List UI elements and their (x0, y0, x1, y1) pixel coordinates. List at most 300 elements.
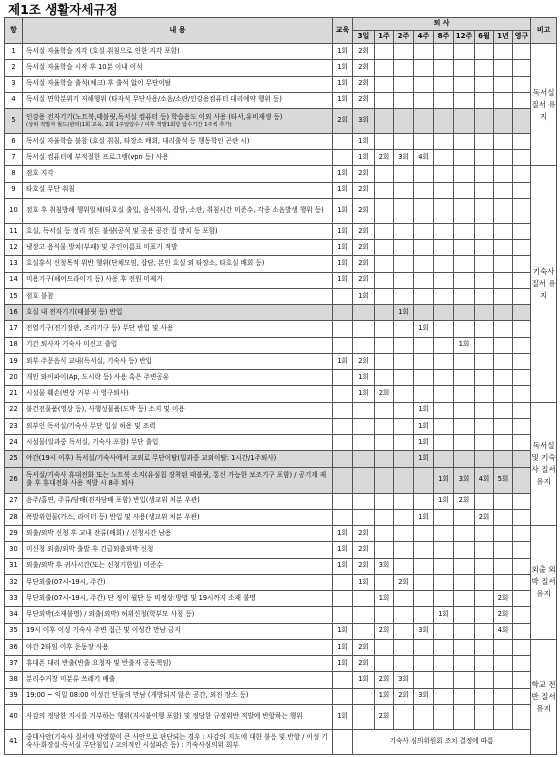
row-penalty-cell (513, 256, 531, 272)
row-warn-count: 1회 (333, 76, 353, 92)
row-penalty-cell (394, 451, 414, 467)
row-penalty-cell (513, 558, 531, 574)
row-warn-count: 1회 (333, 704, 353, 729)
row-warn-count: 1회 (333, 558, 353, 574)
row-penalty-cell (494, 240, 513, 256)
row-warn-count: 1회 (333, 44, 353, 60)
row-penalty-cell (353, 688, 375, 704)
row-penalty-cell (394, 607, 414, 623)
row-penalty-cell (454, 688, 475, 704)
row-penalty-cell (454, 418, 475, 434)
row-penalty-cell (394, 92, 414, 108)
row-penalty-cell: 2회 (454, 493, 475, 509)
row-warn-count: 1회 (333, 542, 353, 558)
row-penalty-cell (434, 639, 454, 655)
row-penalty-cell (475, 688, 494, 704)
row-description (23, 240, 333, 256)
row-penalty-cell (394, 60, 414, 76)
row-penalty-cell: 2회 (353, 76, 375, 92)
row-warn-count (333, 509, 353, 525)
row-description (23, 198, 333, 223)
row-penalty-cell (353, 451, 375, 467)
row-penalty-cell (454, 353, 475, 369)
row-penalty-cell (475, 272, 494, 288)
row-penalty-cell (513, 370, 531, 386)
row-penalty-cell (434, 558, 454, 574)
row-penalty-cell (475, 418, 494, 434)
table-row (5, 688, 557, 704)
row-penalty-cell (414, 288, 434, 304)
row-description-text: 호실휴식 신청목적 위반 행위(단체모임, 잡담, 본인 호실 외 타장소, 타호실 배회 등) (26, 259, 265, 268)
row-penalty-cell (494, 150, 513, 166)
row-penalty-cell: 3회 (414, 688, 434, 704)
row-penalty-cell (454, 288, 475, 304)
row-penalty-cell: 2회 (353, 558, 375, 574)
table-row (5, 467, 557, 493)
row-penalty-cell (375, 240, 394, 256)
row-penalty-cell (434, 92, 454, 108)
row-penalty-cell: 2회 (494, 607, 513, 623)
row-penalty-cell (414, 240, 434, 256)
row-description-text: 외출/외박 후 귀사시간(또는 신청기한일) 미준수 (26, 561, 163, 570)
row-description (23, 370, 333, 386)
row-penalty-cell (353, 607, 375, 623)
row-penalty-cell (454, 435, 475, 451)
row-penalty-cell (513, 402, 531, 418)
row-penalty-cell: 2회 (375, 386, 394, 402)
row-penalty-cell (375, 574, 394, 590)
row-penalty-cell (434, 198, 454, 223)
row-penalty-cell: 3회 (414, 623, 434, 639)
row-penalty-cell (414, 92, 434, 108)
row-penalty-cell (353, 493, 375, 509)
table-row (5, 656, 557, 672)
category-note: 기숙사 질서 유지 (531, 166, 557, 402)
row-number: 20 (5, 370, 23, 386)
row-penalty-cell (375, 639, 394, 655)
row-penalty-cell (475, 353, 494, 369)
row-penalty-cell (513, 166, 531, 182)
row-penalty-cell (513, 321, 531, 337)
row-penalty-cell (414, 370, 434, 386)
row-description (23, 623, 333, 639)
row-penalty-cell (494, 386, 513, 402)
row-description-text: 독서실 자율학습 시작 후 10분 이내 이석 (26, 62, 143, 71)
row-penalty-cell (454, 223, 475, 239)
table-row (5, 672, 557, 688)
row-penalty-cell (414, 44, 434, 60)
row-penalty-cell (434, 451, 454, 467)
row-penalty-cell (434, 574, 454, 590)
row-penalty-cell (394, 182, 414, 198)
row-penalty-cell (434, 133, 454, 149)
row-penalty-cell (513, 150, 531, 166)
row-warn-count (333, 321, 353, 337)
row-penalty-cell (494, 509, 513, 525)
row-penalty-cell (434, 272, 454, 288)
header-period: 4주 (414, 31, 434, 44)
row-penalty-cell (475, 288, 494, 304)
row-penalty-cell (353, 467, 375, 493)
row-penalty-cell (454, 402, 475, 418)
row-penalty-cell: 1회 (434, 607, 454, 623)
row-penalty-cell (434, 76, 454, 92)
row-number: 10 (5, 198, 23, 223)
row-penalty-cell (494, 76, 513, 92)
row-description (23, 451, 333, 467)
row-penalty-cell (513, 76, 531, 92)
row-penalty-cell (414, 704, 434, 729)
category-note: 학교 전반 질서 유지 (531, 639, 557, 754)
row-description (23, 305, 333, 321)
row-penalty-cell (513, 44, 531, 60)
row-penalty-cell (414, 337, 434, 353)
row-description (23, 656, 333, 672)
row-penalty-cell (494, 44, 513, 60)
row-penalty-cell (434, 435, 454, 451)
row-penalty-cell: 1회 (353, 672, 375, 688)
row-penalty-cell (414, 60, 434, 76)
row-warn-count: 1회 (333, 240, 353, 256)
row-description (23, 467, 333, 493)
row-penalty-cell: 1회 (414, 418, 434, 434)
row-penalty-cell (475, 182, 494, 198)
row-penalty-cell (454, 509, 475, 525)
row-description (23, 288, 333, 304)
row-penalty-cell (375, 305, 394, 321)
header-period: 1주 (375, 31, 394, 44)
row-warn-count: 1회 (333, 60, 353, 76)
row-penalty-cell (454, 166, 475, 182)
row-description-text: 기간 퇴사자 기숙사 미신고 출입 (26, 340, 118, 349)
row-penalty-cell (434, 386, 454, 402)
row-warn-count: 1회 (333, 256, 353, 272)
row-penalty-cell: 3회 (454, 467, 475, 493)
row-description-text: 독서실 컴퓨터에 부적절한 프로그램(vpn 등) 사용 (26, 152, 169, 161)
row-warn-count (333, 402, 353, 418)
row-number: 35 (5, 623, 23, 639)
row-description (23, 272, 333, 288)
row-penalty-cell (414, 256, 434, 272)
row-number: 12 (5, 240, 23, 256)
row-penalty-cell (494, 402, 513, 418)
row-penalty-cell: 4회 (475, 467, 494, 493)
row-warn-count (333, 305, 353, 321)
row-warn-count (333, 418, 353, 434)
row-penalty-cell (394, 240, 414, 256)
row-penalty-cell (454, 542, 475, 558)
row-warn-count: 2회 (333, 109, 353, 134)
row-penalty-cell (475, 60, 494, 76)
row-number: 17 (5, 321, 23, 337)
table-row (5, 526, 557, 542)
row-penalty-cell (414, 558, 434, 574)
row-description-text: 무단외박(소재불명) / 외출(외박) 허위신청(학부모 사칭 등) (26, 610, 195, 619)
row-penalty-cell (375, 402, 394, 418)
header-no: 항 (5, 18, 23, 44)
row-penalty-cell (454, 656, 475, 672)
row-penalty-cell (513, 542, 531, 558)
row-penalty-cell (475, 109, 494, 134)
row-penalty-cell: 1회 (353, 150, 375, 166)
row-penalty-cell (394, 435, 414, 451)
row-penalty-cell: 2회 (353, 526, 375, 542)
row-penalty-cell: 2회 (353, 44, 375, 60)
row-penalty-cell: 2회 (353, 92, 375, 108)
row-penalty-cell (475, 704, 494, 729)
row-penalty-cell (414, 542, 434, 558)
row-penalty-cell (434, 337, 454, 353)
row-penalty-cell (375, 288, 394, 304)
row-description (23, 542, 333, 558)
row-description-text: 인강용 전자기기(노트북,태블릿,독서실 컴퓨터 등) 학습용도 이외 사용 (타서,유비재생 등) (26, 112, 283, 121)
row-penalty-cell (414, 467, 434, 493)
row-penalty-cell: 2회 (494, 591, 513, 607)
row-penalty-cell (375, 435, 394, 451)
row-penalty-cell (394, 109, 414, 134)
row-description (23, 729, 333, 754)
row-description-text: 독서실 자율학습 지각 (호실 취침으로 인한 지각 포함) (26, 46, 180, 55)
table-row (5, 558, 557, 574)
row-penalty-cell (434, 305, 454, 321)
row-penalty-cell (494, 418, 513, 434)
row-description-text: 냉장고 음식물 방치(부패) 및 주인이름표 미표기 적발 (26, 242, 178, 251)
table-row (5, 92, 557, 108)
row-penalty-cell (513, 133, 531, 149)
row-penalty-cell (513, 526, 531, 542)
row-penalty-cell (475, 656, 494, 672)
row-penalty-cell (454, 704, 475, 729)
header-note: 비고 (531, 18, 557, 44)
row-penalty-cell (353, 435, 375, 451)
row-description-text: 호실 내 전자기기(태블릿 등) 반입 (26, 307, 123, 316)
row-penalty-cell: 2회 (353, 166, 375, 182)
row-description (23, 418, 333, 434)
row-penalty-cell: 2회 (353, 353, 375, 369)
row-penalty-cell (475, 240, 494, 256)
header-period: 6월 (475, 31, 494, 44)
row-penalty-cell (375, 656, 394, 672)
row-penalty-cell: 2회 (375, 623, 394, 639)
row-penalty-cell (513, 337, 531, 353)
row-description-text: 전열기구(전기장판, 조리기구 등) 무단 반입 및 사용 (26, 324, 174, 333)
row-penalty-cell (394, 44, 414, 60)
row-description (23, 704, 333, 729)
row-penalty-cell (475, 402, 494, 418)
row-number: 14 (5, 272, 23, 288)
table-row (5, 256, 557, 272)
row-penalty-cell: 2회 (353, 639, 375, 655)
row-number: 1 (5, 44, 23, 60)
table-row (5, 44, 557, 60)
row-number: 4 (5, 92, 23, 108)
row-penalty-cell (494, 198, 513, 223)
row-penalty-cell (394, 223, 414, 239)
row-penalty-cell (375, 166, 394, 182)
row-penalty-cell (454, 182, 475, 198)
row-penalty-cell (475, 435, 494, 451)
row-penalty-cell (414, 639, 434, 655)
row-penalty-cell (454, 133, 475, 149)
row-penalty-cell (353, 402, 375, 418)
row-description-text: 시설물(일과중 독서실, 기숙사 포함) 무단 출입 (26, 437, 159, 446)
row-penalty-cell: 5회 (494, 467, 513, 493)
rules-table (4, 17, 557, 755)
row-number: 11 (5, 223, 23, 239)
row-penalty-cell: 1회 (414, 509, 434, 525)
row-penalty-cell: 3회 (353, 109, 375, 134)
row-description-text: 독서실 면학분위기 저해행위 (타자석 무단사용/소음/소란/인강용컴퓨터 대리예약 행위 등) (26, 95, 282, 104)
row-penalty-cell (475, 451, 494, 467)
row-penalty-cell (494, 451, 513, 467)
row-penalty-cell (454, 272, 475, 288)
row-number: 21 (5, 386, 23, 402)
row-description-text: 무단외출(07시-19시, 주간) (26, 577, 106, 586)
row-penalty-cell (475, 386, 494, 402)
row-penalty-cell (375, 76, 394, 92)
row-penalty-cell: 2회 (353, 223, 375, 239)
row-penalty-cell: 2회 (353, 256, 375, 272)
row-penalty-cell (394, 133, 414, 149)
row-penalty-cell (414, 607, 434, 623)
row-penalty-cell (394, 542, 414, 558)
row-penalty-cell (494, 305, 513, 321)
row-penalty-cell (513, 509, 531, 525)
row-penalty-cell: 2회 (375, 150, 394, 166)
row-penalty-cell (454, 240, 475, 256)
category-note: 독서실 및 기숙사 질서 유지 (531, 402, 557, 526)
row-merged-note: 기숙사 심의위원회 조치 결정에 따름 (353, 729, 531, 754)
row-penalty-cell: 1회 (414, 402, 434, 418)
row-penalty-cell (375, 418, 394, 434)
row-penalty-cell (414, 526, 434, 542)
row-number: 9 (5, 182, 23, 198)
row-penalty-cell (414, 198, 434, 223)
row-penalty-cell: 4회 (414, 150, 434, 166)
row-penalty-cell (414, 182, 434, 198)
row-description (23, 509, 333, 525)
row-description (23, 607, 333, 623)
row-penalty-cell (414, 305, 434, 321)
row-warn-count (333, 729, 353, 754)
row-penalty-cell: 2회 (375, 672, 394, 688)
table-row (5, 353, 557, 369)
row-penalty-cell: 1회 (434, 467, 454, 493)
row-penalty-cell (353, 591, 375, 607)
row-penalty-cell (394, 509, 414, 525)
row-penalty-cell (494, 639, 513, 655)
row-penalty-cell (375, 109, 394, 134)
row-penalty-cell (475, 574, 494, 590)
row-penalty-cell (434, 60, 454, 76)
row-penalty-cell (394, 337, 414, 353)
row-penalty-cell (513, 240, 531, 256)
row-penalty-cell (494, 321, 513, 337)
row-penalty-cell (394, 272, 414, 288)
row-description-subnote: (상위 적발자 월드(관리)1회 교육, 2회 1주일압수 / 이후 적발1회당 압수기간 1주씩 추가) (26, 121, 232, 128)
row-penalty-cell (513, 435, 531, 451)
row-description (23, 256, 333, 272)
row-number: 7 (5, 150, 23, 166)
row-description (23, 574, 333, 590)
row-warn-count: 1회 (333, 182, 353, 198)
row-penalty-cell (353, 305, 375, 321)
row-penalty-cell: 1회 (353, 133, 375, 149)
row-penalty-cell (494, 288, 513, 304)
row-penalty-cell (494, 337, 513, 353)
row-penalty-cell: 1회 (353, 574, 375, 590)
row-penalty-cell: 2회 (353, 656, 375, 672)
row-warn-count (333, 591, 353, 607)
row-penalty-cell (494, 558, 513, 574)
table-row (5, 240, 557, 256)
row-penalty-cell (434, 288, 454, 304)
row-penalty-cell (513, 109, 531, 134)
row-penalty-cell (394, 353, 414, 369)
row-warn-count (333, 133, 353, 149)
row-penalty-cell (475, 493, 494, 509)
row-description (23, 353, 333, 369)
row-penalty-cell (475, 305, 494, 321)
row-penalty-cell (513, 467, 531, 493)
row-penalty-cell (494, 272, 513, 288)
row-penalty-cell (494, 542, 513, 558)
row-penalty-cell: 1회 (394, 305, 414, 321)
row-penalty-cell (513, 704, 531, 729)
row-penalty-cell (375, 370, 394, 386)
row-penalty-cell (394, 591, 414, 607)
row-warn-count (333, 337, 353, 353)
table-row (5, 109, 557, 134)
table-row (5, 607, 557, 623)
row-penalty-cell (454, 92, 475, 108)
table-row (5, 591, 557, 607)
row-penalty-cell (375, 526, 394, 542)
row-penalty-cell (494, 435, 513, 451)
row-penalty-cell (513, 451, 531, 467)
row-penalty-cell: 2회 (353, 272, 375, 288)
row-number: 37 (5, 656, 23, 672)
row-warn-count (333, 467, 353, 493)
row-penalty-cell (394, 402, 414, 418)
row-penalty-cell (375, 223, 394, 239)
row-penalty-cell (353, 509, 375, 525)
row-penalty-cell (454, 639, 475, 655)
row-warn-count (333, 493, 353, 509)
row-penalty-cell (375, 44, 394, 60)
row-description-text: 점호 불참 (26, 291, 54, 300)
row-penalty-cell (454, 672, 475, 688)
row-penalty-cell (513, 688, 531, 704)
row-penalty-cell (434, 623, 454, 639)
row-number: 39 (5, 688, 23, 704)
row-penalty-cell (475, 44, 494, 60)
row-number: 34 (5, 607, 23, 623)
page-title: 제1조 생활자세규정 (8, 2, 118, 17)
row-penalty-cell (414, 272, 434, 288)
table-row (5, 418, 557, 434)
row-penalty-cell (454, 386, 475, 402)
row-description-text: 시설물 훼손(변상 거부 시 영구퇴사) (26, 389, 129, 398)
row-penalty-cell (454, 60, 475, 76)
category-note: 독서실 질서 유지 (531, 44, 557, 166)
row-penalty-cell (353, 418, 375, 434)
row-warn-count (333, 150, 353, 166)
row-penalty-cell: 1회 (414, 451, 434, 467)
row-penalty-cell (513, 607, 531, 623)
row-penalty-cell (454, 305, 475, 321)
table-row (5, 704, 557, 729)
